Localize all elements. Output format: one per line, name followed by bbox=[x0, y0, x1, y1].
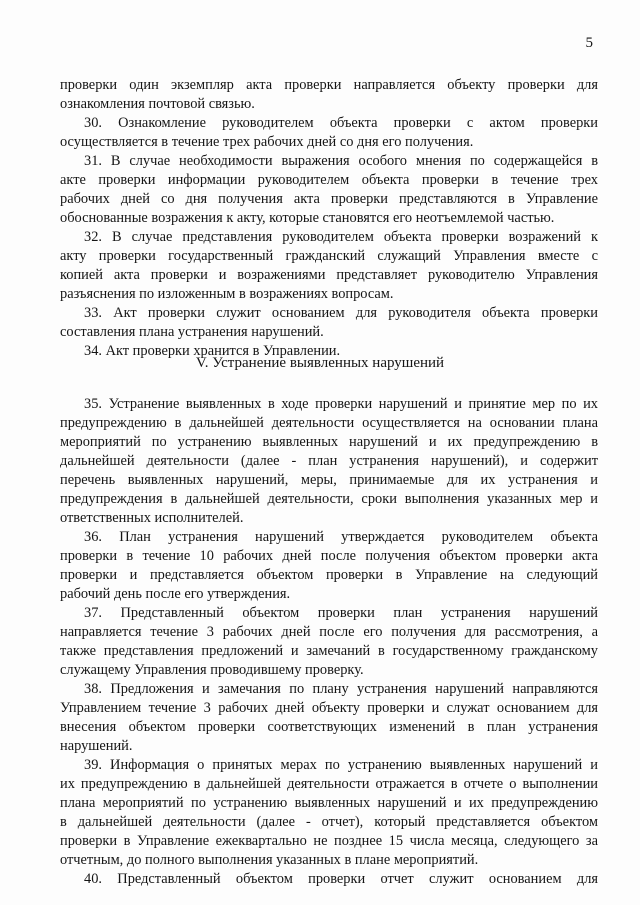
text-line: рабочих дней со дня получения акта проверки представляются в Управление bbox=[60, 191, 598, 207]
text-line: их предупреждению в дальнейшей деятельности отражается в отчете о выполнении bbox=[60, 776, 598, 792]
text-line: 38. Предложения и замечания по плану устранения нарушений направляются bbox=[84, 681, 598, 697]
text-line: акту проверки государственный гражданский служащий Управления вместе с bbox=[60, 248, 598, 264]
text-line: 36. План устранения нарушений утверждается руководителем объекта bbox=[84, 529, 598, 545]
text-line: обоснованные возражения к акту, которые становятся его неотъемлемой частью. bbox=[60, 210, 555, 226]
text-line: проверки один экземпляр акта проверки направляется объекту проверки для bbox=[60, 77, 598, 93]
text-line: проверки в Управление ежеквартально не позднее 15 числа месяца, следующего за bbox=[60, 833, 598, 849]
text-line: плана мероприятий по устранению выявленных нарушений и их предупреждению bbox=[60, 795, 598, 811]
text-line: рабочий день после его утверждения. bbox=[60, 586, 291, 602]
text-line: 33. Акт проверки служит основанием для руководителя объекта проверки bbox=[84, 305, 598, 321]
text-line: в дальнейшей деятельности (далее - отчет), который представляется объектом bbox=[60, 814, 598, 830]
text-line: ответственных исполнителей. bbox=[60, 510, 244, 526]
text-line: мероприятий по устранению выявленных нарушений и их предупреждению в bbox=[60, 434, 598, 450]
section-heading: V. Устранение выявленных нарушений bbox=[195, 355, 445, 371]
text-line: дальнейшей деятельности (далее - план устранения нарушений), и содержит bbox=[60, 453, 598, 469]
text-line: 40. Представленный объектом проверки отчет служит основанием для bbox=[84, 871, 598, 887]
text-line: внесения объектом проверки соответствующих изменений в план устранения bbox=[60, 719, 598, 735]
text-line: Управлением течение 3 рабочих дней объекту проверки и служат основанием для bbox=[60, 700, 598, 716]
text-line: направляется течение 3 рабочих дней после его получения для рассмотрения, а bbox=[60, 624, 598, 640]
text-line: 35. Устранение выявленных в ходе проверки нарушений и принятие мер по их bbox=[84, 396, 598, 412]
text-line: предупреждению в дальнейшей деятельности осуществляется на основании плана bbox=[60, 415, 598, 431]
text-line: 32. В случае представления руководителем объекта проверки возражений к bbox=[84, 229, 598, 245]
text-line: 37. Представленный объектом проверки план устранения нарушений bbox=[84, 605, 598, 621]
text-line: составления плана устранения нарушений. bbox=[60, 324, 324, 340]
text-line: перечень выявленных нарушений, меры, принимаемые для их устранения и bbox=[60, 472, 598, 488]
text-line: служащему Управления проводившему проверку. bbox=[60, 662, 364, 678]
text-line: 30. Ознакомление руководителем объекта проверки с актом проверки bbox=[84, 115, 598, 131]
text-line: копией акта проверки и возражениями представляет руководителю Управления bbox=[60, 267, 598, 283]
text-line: акте проверки информации руководителем объекта проверки в течение трех bbox=[60, 172, 598, 188]
text-line: предупреждения в дальнейшей деятельности, сроки выполнения указанных мер и bbox=[60, 491, 598, 507]
text-line: проверки и представляется объектом проверки в Управление на следующий bbox=[60, 567, 598, 583]
text-line: 39. Информация о принятых мерах по устранению выявленных нарушений и bbox=[84, 757, 598, 773]
text-line: 34. Акт проверки хранится в Управлении. bbox=[84, 343, 341, 359]
text-line: ознакомления почтовой связью. bbox=[60, 96, 255, 112]
text-line: нарушений. bbox=[60, 738, 133, 754]
text-line: проверки в течение 10 рабочих дней после получения объектом проверки акта bbox=[60, 548, 598, 564]
text-line: отчетным, до полного выполнения указанных в плане мероприятий. bbox=[60, 852, 479, 868]
page-number: 5 bbox=[585, 35, 593, 51]
text-line: 31. В случае необходимости выражения особого мнения по содержащейся в bbox=[84, 153, 598, 169]
text-line: также представления предложений и замечаний в государственному гражданскому bbox=[60, 643, 598, 659]
text-line: разъяснения по изложенным в возражениях вопросам. bbox=[60, 286, 394, 302]
text-line: осуществляется в течение трех рабочих дней со дня его получения. bbox=[60, 134, 474, 150]
